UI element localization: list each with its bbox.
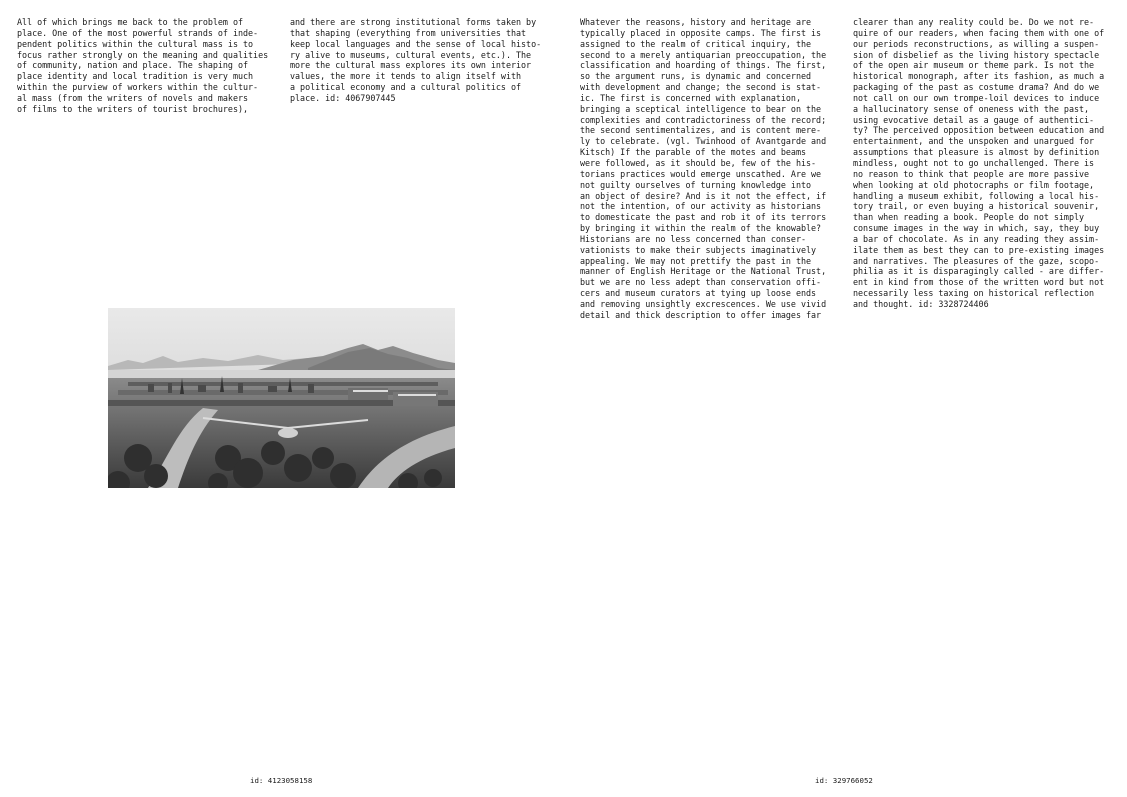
text-column-4: clearer than any reality could be. Do we not re- quire of our readers, when facing them with one of our periods reconstructions, as willing a suspen- sion of disbelief as the living history spectacle of the open air museum or theme park. Is not the historical monograph, after its fashion, as much a packaging of the past as costume drama? And do we not call on our own trompe-loil devices to induce a hallucinatory sense of oneness with the past, using evocative detail as a gauge of authentici- ty? The perceived opposition between education and entertainment, and the unspoken and unargued for assumptions that pleasure is almost by definition mindless, ought not to go unchallenged. There is no reason to think that people are more passive when looking at old photocraphs or film footage, handling a museum exhibit, following a local his- tory trail, or even buying a historical souvenir, than when reading a book. People do not simply consume images in the way in which, say, they buy a bar of chocolate. As in any reading they assim- ilate them as best they can to pre-existing images and narratives. The pleasures of the gaze, scopo- philia as it is disparagingly called - are differ- ent in kind from those of the written word but not necessarily less taxing on historical reflection and thought. id: 3328724406 <box>853 17 1105 309</box>
city-panorama-illustration <box>108 308 455 488</box>
page-id-left: id: 4123058158 <box>250 776 313 785</box>
text-column-2: and there are strong institutional forms taken by that shaping (everything from universities that keep local languages and the sense of local histo- ry alive to museums, cultural events, etc.). The more the cultural mass explores its own interior values, the more it tends to align itself with a political economy and a cultural politics of place. id: 4067907445 <box>290 17 542 103</box>
text-column-3: Whatever the reasons, history and heritage are typically placed in opposite camps. The first is assigned to the realm of critical inquiry, the second to a merely antiquarian preoccupation, the classification and hoarding of things. The first, so the argument runs, is dynamic and concerned with development and change; the second is stat- ic. The first is concerned with explanation, bringing a sceptical intelligence to bear on the complexities and contradictoriness of the record; the second sentimentalizes, and is content mere- ly to celebrate. (vgl. Twinhood of Avantgarde and Kitsch) If the parable of the motes and beams were followed, as it should be, few of the his- torians practices would emerge unscathed. Are we not guilty ourselves of turning knowledge into an object of desire? And is it not the effect, if not the intention, of our activity as historians to domesticate the past and rob it of its terrors by bringing it within the realm of the knowable? Historians are no less concerned than conser- vationists to make their subjects imaginatively appealing. We may not prettify the past in the manner of English Heritage or the National Trust, but we are no less adept than conservation offi- cers and museum curators at tying up loose ends and removing unsightly excrescences. We use vivid detail and thick description to offer images far <box>580 17 827 320</box>
text-column-1: All of which brings me back to the problem of place. One of the most powerful strands of inde- pendent politics within the cultural mass is to focus rather strongly on the meaning and qualities of community, nation and place. The shaping of place identity and local tradition is very much within the purview of workers within the cultur- al mass (from the writers of novels and makers of films to the writers of tourist brochures), <box>17 17 269 114</box>
page-id-right: id: 329766052 <box>815 776 873 785</box>
